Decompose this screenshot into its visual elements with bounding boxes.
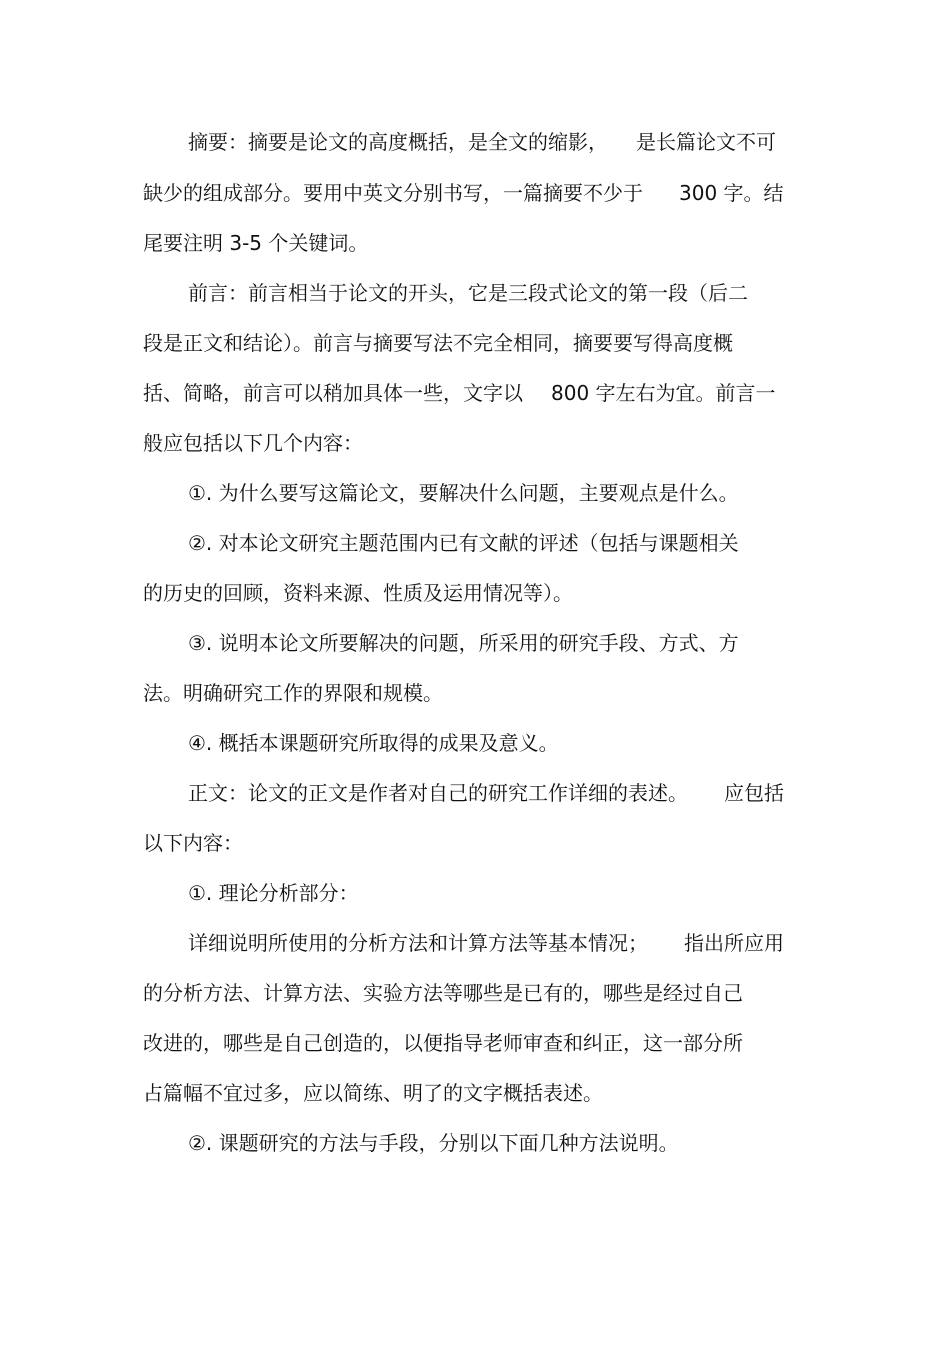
abstract-line-1 <box>188 127 828 157</box>
text-segment: 详细说明所使用的分析方法和计算方法等基本情况； <box>188 931 648 955</box>
text-segment: ②. 对本论文研究主题范围内已有文献的评述（包括与课题相关 <box>188 531 739 555</box>
abstract-line-2 <box>143 178 823 208</box>
text-segment: 括、简略，前言可以稍加具体一些，文字以 <box>143 381 523 405</box>
text-segment: 是长篇论文不可 <box>636 130 776 154</box>
preface-line-4 <box>143 428 823 458</box>
preface-line-3 <box>143 378 823 408</box>
preface-item-3-line-1 <box>188 628 828 658</box>
body-detail-line-2 <box>143 978 823 1008</box>
body-detail-line-3 <box>143 1028 823 1058</box>
body-item-1 <box>188 878 828 908</box>
text-segment: ①. 为什么要写这篇论文，要解决什么问题，主要观点是什么。 <box>188 481 739 505</box>
preface-line-2 <box>143 328 823 358</box>
body-line-2 <box>143 828 823 858</box>
body-line-1 <box>188 778 828 808</box>
text-segment: ②. 课题研究的方法与手段，分别以下面几种方法说明。 <box>188 1131 679 1155</box>
body-detail-line-1 <box>188 928 828 958</box>
text-segment: ④. 概括本课题研究所取得的成果及意义。 <box>188 731 559 755</box>
text-segment: 的历史的回顾，资料来源、性质及运用情况等）。 <box>143 581 573 605</box>
text-segment: 前言：前言相当于论文的开头，它是三段式论文的第一段（后二 <box>188 281 748 305</box>
text-segment: 法。明确研究工作的界限和规模。 <box>143 681 443 705</box>
text-segment: 的分析方法、计算方法、实验方法等哪些是已有的，哪些是经过自己 <box>143 981 743 1005</box>
text-segment: 段是正文和结论）。前言与摘要写法不完全相同，摘要要写得高度概 <box>143 331 733 355</box>
text-segment: 800 字左右为宜。前言一 <box>551 381 776 405</box>
preface-item-2-line-1 <box>188 528 828 558</box>
body-detail-line-4 <box>143 1078 823 1108</box>
text-segment: 缺少的组成部分。要用中英文分别书写，一篇摘要不少于 <box>143 181 643 205</box>
text-segment: 正文：论文的正文是作者对自己的研究工作详细的表述。 <box>188 781 688 805</box>
preface-line-1 <box>188 278 828 308</box>
text-segment: ①. 理论分析部分： <box>188 881 359 905</box>
text-segment: 300 字。结 <box>679 181 784 205</box>
preface-item-2-line-2 <box>143 578 823 608</box>
text-segment: 改进的，哪些是自己创造的，以便指导老师审查和纠正，这一部分所 <box>143 1031 743 1055</box>
text-segment: 般应包括以下几个内容： <box>143 431 363 455</box>
preface-item-1 <box>188 478 828 508</box>
text-segment: 占篇幅不宜过多，应以简练、明了的文字概括表述。 <box>143 1081 603 1105</box>
body-item-2 <box>188 1128 828 1158</box>
text-segment: ③. 说明本论文所要解决的问题，所采用的研究手段、方式、方 <box>188 631 739 655</box>
text-segment: 指出所应用 <box>684 931 784 955</box>
text-segment: 摘要：摘要是论文的高度概括，是全文的缩影， <box>188 130 608 154</box>
text-segment: 尾要注明 3-5 个关键词。 <box>143 231 369 255</box>
text-segment: 应包括 <box>724 781 784 805</box>
abstract-line-3 <box>143 228 823 258</box>
preface-item-4 <box>188 728 828 758</box>
preface-item-3-line-2 <box>143 678 823 708</box>
text-segment: 以下内容： <box>143 831 243 855</box>
